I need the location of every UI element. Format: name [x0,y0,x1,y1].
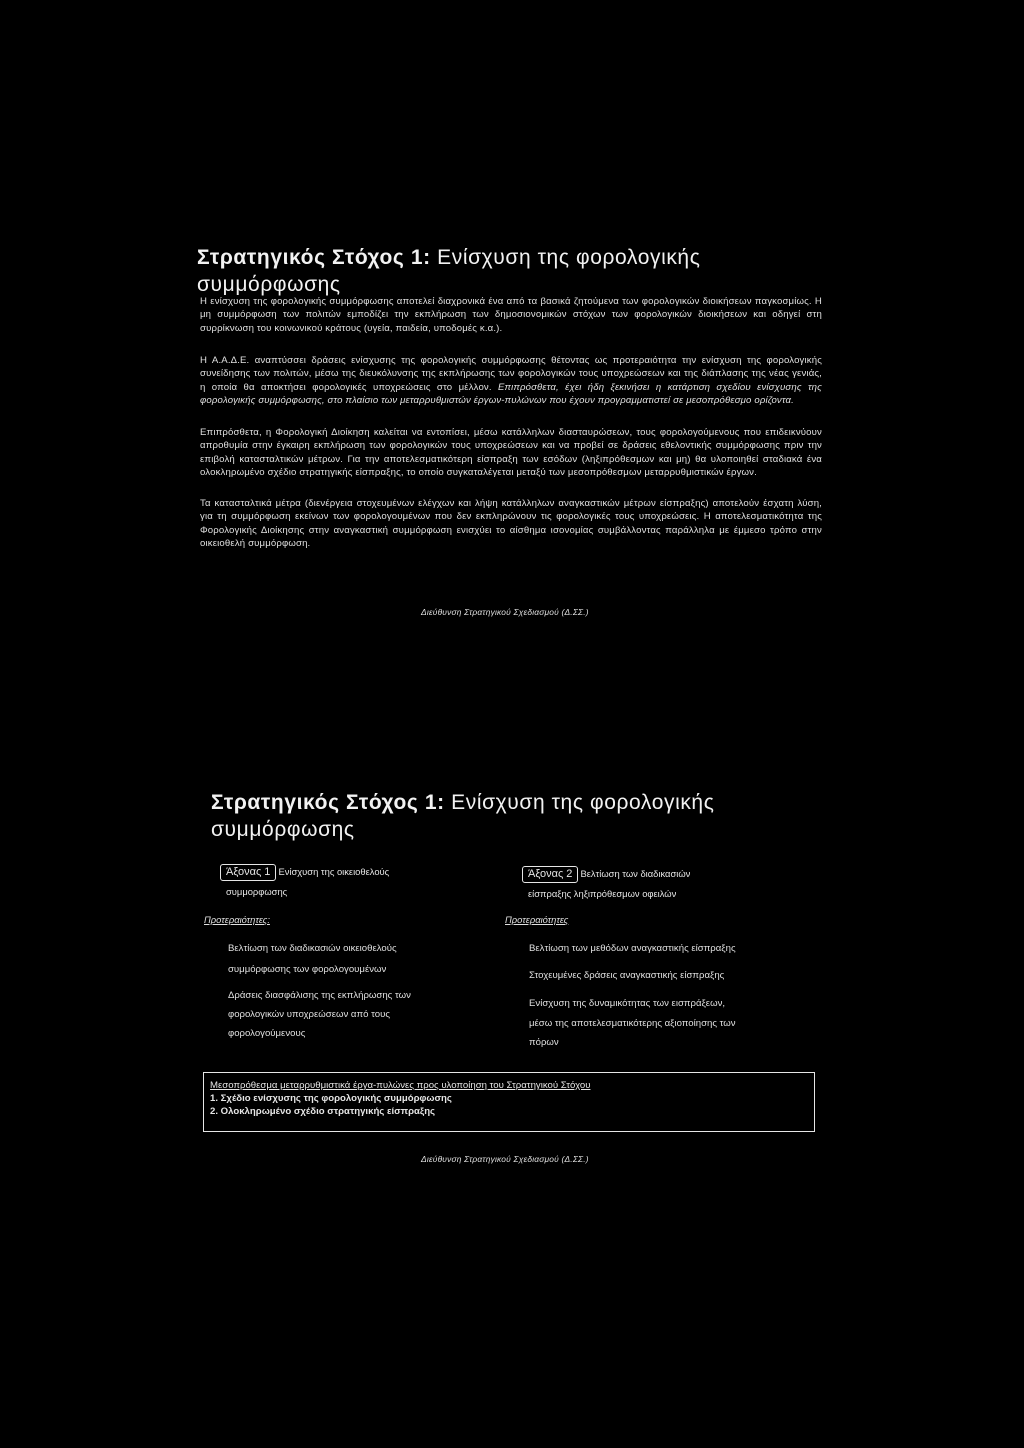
axis2-item: μέσω της αποτελεσματικότερης αξιοποίησης των [529,1018,736,1029]
axis1-box: Άξονας 1 [220,864,276,881]
axis1-text-a: Ενίσχυση της οικειοθελούς [278,866,390,877]
page2-title-bold: Στρατηγικός Στόχος 1: [211,791,445,814]
page1-title [197,244,700,298]
axis2-text-b: είσπραξης ληξιπρόθεσμων οφειλών [528,888,677,899]
projects-box-item-1: 1. Σχέδιο ενίσχυσης της φορολογικής συμμόρφωσης [210,1093,452,1104]
axis1-item: Βελτίωση των διαδικασιών οικειοθελούς [228,943,397,954]
page1-paragraph-4: Τα κατασταλτικά μέτρα (διενέργεια στοχευμένων ελέγχων και λήψη κατάλληλων αναγκαστικών μέτρων είσπραξης) αποτελούν έσχατη λύση, για τη συμμόρφωση εκείνων των φορολογουμένων που δεν εκπληρώνουν τις φορολογικές τους υποχρεώσεις. Η αποτελεσματικότητα της Φορολογικής Διοίκησης στην αναγκαστική συμμόρφωση ενισχύει το αίσθημα ισονομίας συμβάλλοντας παράλληλα με έμμεσο τρόπο στην οικειοθελή συμμόρφωση. [200,498,822,550]
axis2-text-a: Βελτίωση των διαδικασιών [580,868,691,879]
page1-title-bold: Στρατηγικός Στόχος 1: [197,246,431,269]
projects-box-item-2: 2. Ολοκληρωμένο σχέδιο στρατηγικής είσπραξης [210,1106,436,1117]
axis2-item: Βελτίωση των μεθόδων αναγκαστικής είσπραξης [529,943,736,954]
axis1-header [220,862,389,902]
projects-box [203,1072,815,1132]
axis2-item: πόρων [529,1037,559,1048]
axis1-text-b: συμμορφωσης [226,886,288,897]
axis1-item: φορολογούμενους [228,1028,306,1039]
page2-title [211,789,714,843]
page1-title-rest: Ενίσχυση της φορολογικής [437,246,701,269]
axis1-item: Δράσεις διασφάλισης της εκπλήρωσης των [228,990,411,1001]
page1-paragraph-2 [200,354,822,408]
axis2-item: Ενίσχυση της δυναμικότητας των εισπράξεων, [529,998,726,1009]
page2-title-line2: συμμόρφωσης [211,818,355,841]
axis1-priorities-label: Προτεραιότητες: [204,914,270,925]
axis2-box: Άξονας 2 [522,866,578,883]
page2-signature: Διεύθυνση Στρατηγικού Σχεδιασμού (Δ.ΣΣ.) [421,1154,589,1164]
page1-paragraph-3: Επιπρόσθετα, η Φορολογική Διοίκηση καλείται να εντοπίσει, μέσω κατάλληλων διασταυρώσεων, τους φορολογούμενους που επιδεικνύουν απροθυμία στην έγκαιρη εκπλήρωση των φορολογικών τους υποχρεώσεων και να προβεί σε δράσεις εθελοντικής συμμόρφωσης πριν την επιβολή κατασταλτικών μέτρων. Για την αποτελεσματικότερη είσπραξη των εσόδων (ληξιπρόθεσμων και μη) θα υλοποιηθεί σταδιακά ένα ολοκληρωμένο σχέδιο στρατηγικής είσπραξης, το οποίο συγκαταλέγεται μεταξύ των μεσοπρόθεσμων μεταρρυθμιστικών έργων. [200,427,822,479]
page1-paragraph-1: Η ενίσχυση της φορολογικής συμμόρφωσης αποτελεί διαχρονικά ένα από τα βασικά ζητούμενα των φορολογικών διοικήσεων παγκοσμίως. Η μη συμμόρφωση των πολιτών εμποδίζει την εκπλήρωση των δημοσιονομικών στόχων των φορολογικών διοικήσεων και οδηγεί στη συρρίκνωση του κοινωνικού κράτους (υγεία, παιδεία, υποδομές κ.α.). [200,296,822,334]
projects-box-header: Μεσοπρόθεσμα μεταρρυθμιστικά έργα-πυλώνες προς υλοποίηση του Στρατηγικού Στόχου [210,1080,591,1091]
axis2-header [522,864,690,904]
axis1-item: φορολογικών υποχρεώσεων από τους [228,1009,390,1020]
axis1-item: συμμόρφωσης των φορολογουμένων [228,964,387,975]
axis2-priorities-label: Προτεραιότητες [505,914,569,925]
page1-title-line2: συμμόρφωσης [197,273,341,296]
axis2-item: Στοχευμένες δράσεις αναγκαστικής είσπραξης [529,970,725,981]
page1-signature: Διεύθυνση Στρατηγικού Σχεδιασμού (Δ.ΣΣ.) [421,607,589,617]
page1-paragraph-2-normal: Η Α.Α.Δ.Ε. αναπτύσσει δράσεις ενίσχυσης της φορολογικής συμμόρφωσης θέτοντας ως προτεραιότητα την ενίσχυση της φορολογικής συνείδησης των πολιτών, μέσω της διευκόλυνσης της εκπλήρωσης των φορολογικών τους υποχρεώσεων και της διάπλασης της νέας γενιάς, η οποία θα αποκτήσει φορολογικές υποχρεώσεις στο μέλλον. [200,355,822,393]
page2-title-rest: Ενίσχυση της φορολογικής [451,791,715,814]
page1-paragraph-2-italic: Επιπρόσθετα, έχει ήδη ξεκινήσει η κατάρτιση σχεδίου ενίσχυσης της φορολογικής συμμόρφωσης, στο πλαίσιο των μεταρρυθμιστών έργων-πυλώνων που έχουν προγραμματιστεί σε μεσοπρόθεσμο ορίζοντα. [200,381,822,407]
